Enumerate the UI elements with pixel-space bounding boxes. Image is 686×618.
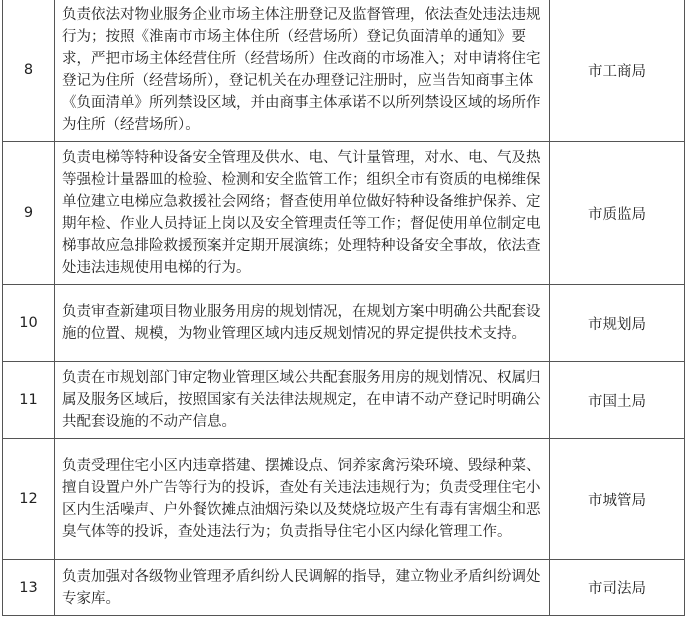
- duty-description: 负责受理住宅小区内违章搭建、摆摊设点、饲养家禽污染环境、毁绿种菜、擅自设置户外广告等行为的投诉，查处有关违法违规行为；负责受理住宅小区内生活噪声、户外餐饮摊点油烟污染以及焚烧垃圾产生有毒有害烟尘和恶臭气体等的投诉，查处违法行为；负责指导住宅小区内绿化管理工作。: [55, 439, 550, 560]
- row-number: 12: [3, 439, 55, 560]
- row-number: 11: [3, 362, 55, 439]
- department-name: 市规划局: [550, 285, 685, 362]
- department-name: 市司法局: [550, 560, 685, 616]
- duty-description: 负责审查新建项目物业服务用房的规划情况，在规划方案中明确公共配套设施的位置、规模，为物业管理区域内违反规划情况的界定提供技术支持。: [55, 285, 550, 362]
- department-name: 市国土局: [550, 362, 685, 439]
- table-row: [3, 285, 685, 362]
- duty-description: 负责依法对物业服务企业市场主体注册登记及监督管理，依法查处违法违规行为；按照《淮南市市场主体住所（经营场所）登记负面清单的通知》要求，严把市场主体经营住所（经营场所）住改商的市场准入；对申请将住宅登记为住所（经营场所），登记机关在办理登记注册时，应当告知商事主体《负面清单》所列禁设区域，并由商事主体承诺不以所列禁设区域的场所作为住所（经营场所）。: [55, 0, 550, 142]
- duty-description: 负责电梯等特种设备安全管理及供水、电、气计量管理，对水、电、气及热等强检计量器皿的检验、检测和安全监管工作；组织全市有资质的电梯维保单位建立电梯应急救援社会网络；督查使用单位做好特种设备维护保养、定期年检、作业人员持证上岗以及安全管理责任等工作；督促使用单位制定电梯事故应急排险救援预案并定期开展演练；处理特种设备安全事故，依法查处违法违规使用电梯的行为。: [55, 142, 550, 285]
- duty-description: 负责加强对各级物业管理矛盾纠纷人民调解的指导，建立物业矛盾纠纷调处专家库。: [55, 560, 550, 616]
- row-number: 9: [3, 142, 55, 285]
- table-row: [3, 439, 685, 560]
- department-name: 市工商局: [550, 0, 685, 142]
- table-row: [3, 0, 685, 142]
- table-body: [3, 0, 685, 616]
- department-name: 市质监局: [550, 142, 685, 285]
- row-number: 8: [3, 0, 55, 142]
- table-row: [3, 142, 685, 285]
- duty-description: 负责在市规划部门审定物业管理区域公共配套服务用房的规划情况、权属归属及服务区域后，按照国家有关法律法规规定，在申请不动产登记时明确公共配套设施的不动产信息。: [55, 362, 550, 439]
- table-row: [3, 560, 685, 616]
- department-name: 市城管局: [550, 439, 685, 560]
- row-number: 10: [3, 285, 55, 362]
- row-number: 13: [3, 560, 55, 616]
- responsibility-table: [2, 0, 685, 616]
- table-row: [3, 362, 685, 439]
